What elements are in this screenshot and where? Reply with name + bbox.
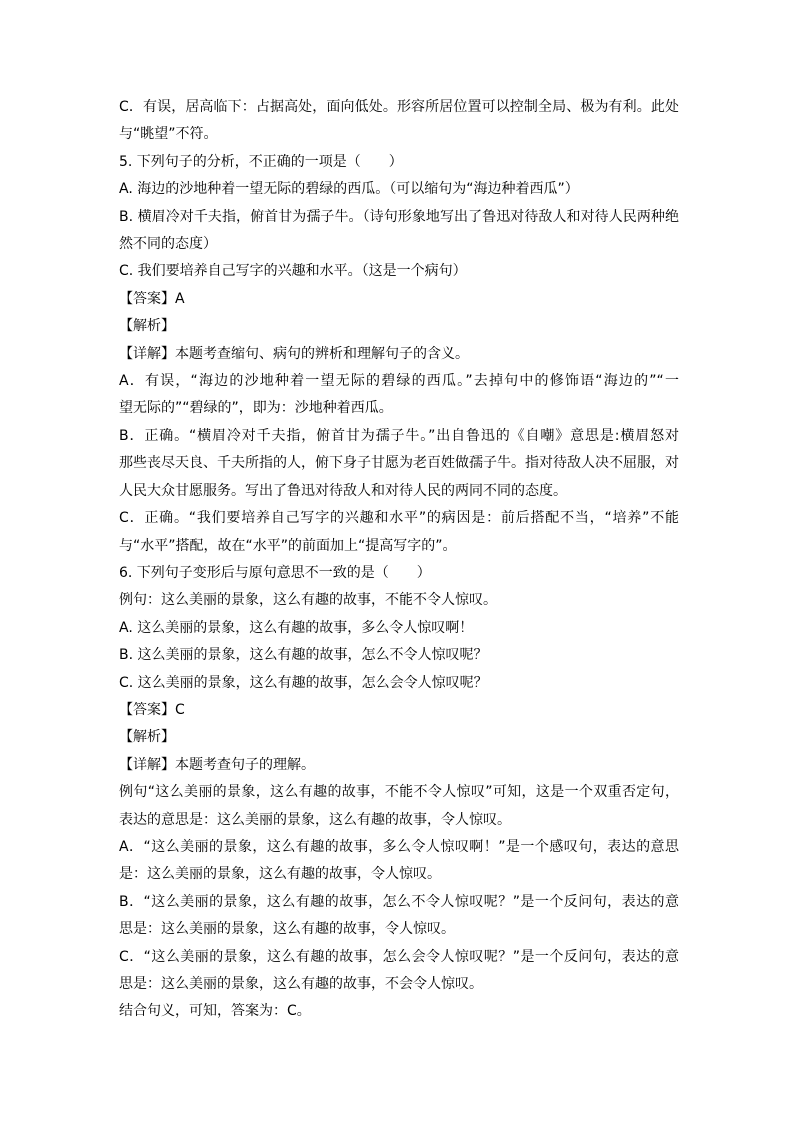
text-line: 然不同的态度） — [119, 236, 217, 253]
detail-explanation: 【详解】本题考查缩句、病句的辨析和理解句子的含义。 — [119, 345, 469, 362]
question-6-option-b: B. 这么美丽的景象，这么有趣的故事，怎么不令人惊叹呢？ — [119, 647, 488, 664]
text-line: C．“这么美丽的景象，这么有趣的故事，怎么会令人惊叹呢？”是一个反问句，表达的意 — [119, 948, 679, 965]
answer-label: 【答案】A — [119, 290, 185, 307]
question-6-option-a: A. 这么美丽的景象，这么有趣的故事，多么令人惊叹啊！ — [119, 619, 474, 636]
text-line: 与“眺望”不符。 — [119, 126, 218, 143]
text-line: 那些丧尽天良、千夫所指的人，俯下身子甘愿为老百姓做孺子牛。指对待敌人决不屈服，对 — [119, 455, 679, 472]
question-6-stem: 6. 下列句子变形后与原句意思不一致的是（ ） — [119, 564, 431, 581]
detail-explanation: 【详解】本题考查句子的理解。 — [119, 756, 315, 773]
conclusion-line: 结合句义，可知，答案为：C。 — [119, 1003, 311, 1020]
text-line: 思是：这么美丽的景象，这么有趣的故事，不会令人惊叹。 — [119, 976, 483, 992]
question-5-option-b: B. 横眉冷对千夫指，俯首甘为孺子牛。（诗句形象地写出了鲁迅对待敌人和对待人民两种绝 — [119, 208, 679, 225]
text-line: 与“水平”搭配，故在“水平”的前面加上“提高写字的”。 — [119, 537, 457, 554]
text-line: 是：这么美丽的景象，这么有趣的故事，令人惊叹。 — [119, 866, 441, 883]
text-line: C．有误，居高临下：占据高处，面向低处。形容所居位置可以控制全局、极为有利。此处 — [119, 99, 679, 115]
question-5-option-a: A. 海边的沙地种着一望无际的碧绿的西瓜。（可以缩句为“海边种着西瓜”） — [119, 181, 579, 198]
text-line: B．正确。“横眉冷对千夫指，俯首甘为孺子牛。”出自鲁迅的《自嘲》意思是:横眉怒对 — [119, 427, 679, 444]
text-line: 望无际的”“碧绿的”，即为：沙地种着西瓜。 — [119, 400, 393, 417]
text-line: B．“这么美丽的景象，这么有趣的故事，怎么不令人惊叹呢？”是一个反问句，表达的意 — [119, 893, 679, 910]
text-line: 表达的意思是：这么美丽的景象，这么有趣的故事，令人惊叹。 — [119, 811, 511, 828]
text-line: C．正确。“我们要培养自己写字的兴趣和水平”的病因是：前后搭配不当，“培养”不能 — [119, 510, 679, 527]
question-5-option-c: C. 我们要培养自己写字的兴趣和水平。（这是一个病句） — [119, 263, 467, 280]
analysis-label: 【解析】 — [119, 729, 175, 746]
text-line: 思是：这么美丽的景象，这么有趣的故事，令人惊叹。 — [119, 921, 455, 938]
text-line: 人民大众甘愿服务。写出了鲁迅对待敌人和对待人民的两同不同的态度。 — [119, 482, 567, 499]
document-page — [119, 94, 679, 1026]
text-line: 例句“这么美丽的景象，这么有趣的故事，不能不令人惊叹”可知，这是一个双重否定句， — [119, 784, 679, 801]
text-line: A．有误，“海边的沙地种着一望无际的碧绿的西瓜。”去掉句中的修饰语“海边的”“一 — [119, 373, 679, 390]
question-6-example: 例句：这么美丽的景象，这么有趣的故事，不能不令人惊叹。 — [119, 592, 497, 609]
question-5-stem: 5. 下列句子的分析，不正确的一项是（ ） — [119, 153, 403, 170]
text-line: A．“这么美丽的景象，这么有趣的故事，多么令人惊叹啊！”是一个感叹句，表达的意思 — [119, 838, 679, 855]
answer-label: 【答案】C — [119, 701, 185, 718]
question-6-option-c: C. 这么美丽的景象，这么有趣的故事，怎么会令人惊叹呢？ — [119, 674, 488, 691]
analysis-label: 【解析】 — [119, 318, 175, 335]
